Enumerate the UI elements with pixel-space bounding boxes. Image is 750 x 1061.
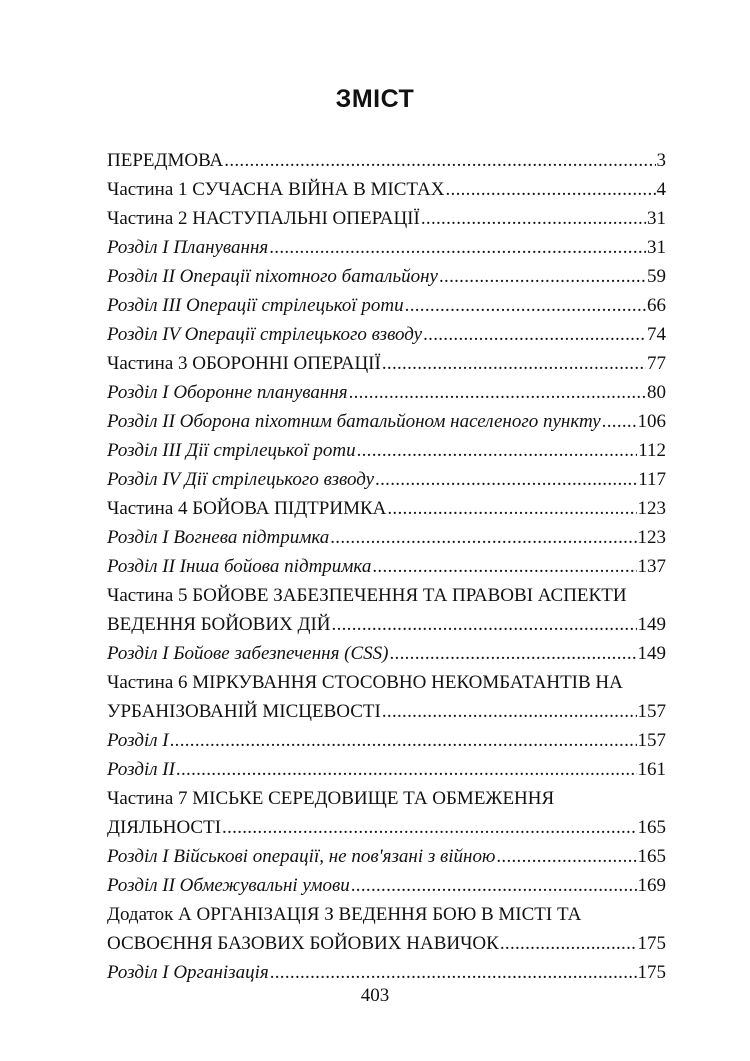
- toc-entry-page: 149: [637, 643, 666, 664]
- toc-entry-line: [107, 842, 666, 871]
- dot-leader: [423, 320, 646, 349]
- toc-entry-line: [107, 233, 666, 262]
- dot-leader: [375, 465, 637, 494]
- toc-entry-page: 31: [647, 237, 666, 258]
- toc-entry-line: [107, 291, 666, 320]
- dot-leader: [270, 958, 637, 987]
- toc-entry-line: [107, 581, 666, 610]
- toc-entry: [107, 871, 666, 900]
- toc-entry-page: 80: [647, 382, 666, 403]
- toc-entry-line: [107, 146, 666, 175]
- toc-entry: [107, 146, 666, 175]
- toc-entry-page: 112: [638, 440, 666, 461]
- toc-entry-title: Розділ І Організація: [107, 962, 269, 983]
- toc-entry-title: Розділ ІІ: [107, 759, 175, 780]
- dot-leader: [445, 175, 655, 204]
- dot-leader: [222, 813, 636, 842]
- toc-entry-line: [107, 871, 666, 900]
- toc-entry-line: [107, 349, 666, 378]
- toc-entry-line: [107, 552, 666, 581]
- toc-entry-title: Частина 1 СУЧАСНА ВІЙНА В МІСТАХ: [107, 179, 445, 200]
- toc-entry: [107, 726, 666, 755]
- toc-entry-line: [107, 175, 666, 204]
- toc-entry-title: Розділ І: [107, 730, 169, 751]
- toc-entry-page: 165: [637, 846, 666, 867]
- dot-leader: [500, 929, 637, 958]
- dot-leader: [439, 262, 646, 291]
- toc-entry-page: 66: [647, 295, 666, 316]
- toc-entry: [107, 552, 666, 581]
- toc-entry: [107, 581, 666, 639]
- dot-leader: [332, 610, 637, 639]
- toc-entry-title: Розділ ІІ Оборона піхотним батальйоном населеного пункту: [107, 411, 601, 432]
- toc-entry-title: Частина 5 БОЙОВЕ ЗАБЕЗПЕЧЕННЯ ТА ПРАВОВІ АСПЕКТИ: [107, 585, 627, 606]
- toc-entry: [107, 349, 666, 378]
- toc-entry-title: Розділ І Військові операції, не пов'язані з війною: [107, 846, 496, 867]
- dot-leader: [176, 755, 637, 784]
- toc-entry-title: Частина 7 МІСЬКЕ СЕРЕДОВИЩЕ ТА ОБМЕЖЕННЯ: [107, 788, 555, 809]
- toc-entry-title: Частина 3 ОБОРОННІ ОПЕРАЦІЇ: [107, 353, 381, 374]
- dot-leader: [170, 726, 637, 755]
- dot-leader: [382, 697, 637, 726]
- toc-entry-line: [107, 320, 666, 349]
- toc-entry-page: 161: [637, 759, 666, 780]
- toc-entry-title: ОСВОЄННЯ БАЗОВИХ БОЙОВИХ НАВИЧОК: [107, 933, 499, 954]
- dot-leader: [351, 871, 637, 900]
- toc-entry-line: [107, 523, 666, 552]
- dot-leader: [330, 523, 636, 552]
- toc-entry-page: 157: [637, 730, 666, 751]
- toc-entry-title: Розділ ІІІ Дії стрілецької роти: [107, 440, 356, 461]
- toc-entry: [107, 320, 666, 349]
- toc-entry-page: 175: [637, 933, 666, 954]
- toc-entry-title: Частина 2 НАСТУПАЛЬНІ ОПЕРАЦІЇ: [107, 208, 420, 229]
- toc-entry-title: ВЕДЕННЯ БОЙОВИХ ДІЙ: [107, 614, 331, 635]
- toc-entry: [107, 436, 666, 465]
- toc-entry: [107, 755, 666, 784]
- toc-entry-line: [107, 378, 666, 407]
- toc-entry-page: 137: [637, 556, 666, 577]
- toc-entry-line: [107, 436, 666, 465]
- toc-entry-title: Додаток А ОРГАНІЗАЦІЯ З ВЕДЕННЯ БОЮ В МІСТІ ТА: [107, 904, 582, 925]
- toc-entry-line: [107, 958, 666, 987]
- toc-entry: [107, 639, 666, 668]
- toc-entry-page: 117: [638, 469, 666, 490]
- toc-entry: [107, 465, 666, 494]
- toc-entry-title: Розділ ІV Операції стрілецького взводу: [107, 324, 423, 345]
- toc-entry: [107, 233, 666, 262]
- toc-entry-title: Розділ ІІ Обмежувальні умови: [107, 875, 350, 896]
- toc-entry: [107, 494, 666, 523]
- dot-leader: [405, 291, 646, 320]
- toc-entry-line: [107, 929, 666, 958]
- toc-entry-page: 74: [647, 324, 666, 345]
- toc-entry-line: [107, 494, 666, 523]
- toc-entry-line: [107, 668, 666, 697]
- toc-entry-title: Розділ ІV Дії стрілецького взводу: [107, 469, 375, 490]
- toc-entry-line: [107, 784, 666, 813]
- toc-entry-line: [107, 900, 666, 929]
- toc-entry: [107, 523, 666, 552]
- toc-entry-title: Розділ І Оборонне планування: [107, 382, 348, 403]
- dot-leader: [389, 639, 636, 668]
- toc-entry: [107, 407, 666, 436]
- toc-entry-title: Розділ І Планування: [107, 237, 269, 258]
- toc-entry-page: 3: [656, 150, 666, 171]
- toc-entry-page: 157: [637, 701, 666, 722]
- toc-entry-page: 59: [647, 266, 666, 287]
- toc-entry-title: ДІЯЛЬНОСТІ: [107, 817, 222, 838]
- dot-leader: [421, 204, 646, 233]
- toc-entry-page: 123: [637, 498, 666, 519]
- dot-leader: [357, 436, 638, 465]
- toc-entry-title: Розділ ІІ Інша бойова підтримка: [107, 556, 372, 577]
- toc-entry: [107, 900, 666, 958]
- toc-entry-title: Розділ І Вогнева підтримка: [107, 527, 330, 548]
- toc-entry-line: [107, 262, 666, 291]
- toc-entry-line: [107, 610, 666, 639]
- toc-entry-page: 31: [647, 208, 666, 229]
- toc-entry-title: ПЕРЕДМОВА: [107, 150, 224, 171]
- dot-leader: [269, 233, 646, 262]
- toc-entry-line: [107, 407, 666, 436]
- toc-entry: [107, 668, 666, 726]
- toc-entry-title: Розділ ІІ Операції піхотного батальйону: [107, 266, 438, 287]
- toc-entry-page: 149: [637, 614, 666, 635]
- toc-entry-line: [107, 697, 666, 726]
- dot-leader: [387, 494, 636, 523]
- toc-entry: [107, 958, 666, 987]
- toc-entry-title: Розділ І Бойове забезпечення (CSS): [107, 643, 389, 664]
- dot-leader: [496, 842, 636, 871]
- toc-entry: [107, 842, 666, 871]
- page-number: 403: [360, 985, 390, 1006]
- toc-entry-page: 165: [637, 817, 666, 838]
- toc-entry-page: 175: [637, 962, 666, 983]
- toc-entry-title: УРБАНІЗОВАНІЙ МІСЦЕВОСТІ: [107, 701, 381, 722]
- toc-entry-page: 169: [637, 875, 666, 896]
- toc-entry: [107, 784, 666, 842]
- toc-entry: [107, 175, 666, 204]
- dot-leader: [602, 407, 637, 436]
- toc-entry-line: [107, 813, 666, 842]
- toc-entry-line: [107, 755, 666, 784]
- dot-leader: [349, 378, 646, 407]
- toc-entry-line: [107, 639, 666, 668]
- toc-entry: [107, 291, 666, 320]
- toc-entry-line: [107, 726, 666, 755]
- dot-leader: [372, 552, 636, 581]
- table-of-contents: [107, 146, 666, 987]
- toc-entry-page: 123: [637, 527, 666, 548]
- toc-entry-title: Розділ ІІІ Операції стрілецької роти: [107, 295, 404, 316]
- toc-entry-title: Частина 4 БОЙОВА ПІДТРИМКА: [107, 498, 387, 519]
- toc-entry: [107, 204, 666, 233]
- toc-entry-line: [107, 465, 666, 494]
- toc-entry: [107, 262, 666, 291]
- dot-leader: [224, 146, 655, 175]
- toc-entry: [107, 378, 666, 407]
- toc-entry-line: [107, 204, 666, 233]
- page-title: ЗМІСТ: [335, 85, 415, 113]
- toc-entry-title: Частина 6 МІРКУВАННЯ СТОСОВНО НЕКОМБАТАНТІВ НА: [107, 672, 623, 693]
- toc-entry-page: 4: [656, 179, 666, 200]
- toc-entry-page: 106: [637, 411, 666, 432]
- dot-leader: [382, 349, 646, 378]
- toc-entry-page: 77: [647, 353, 666, 374]
